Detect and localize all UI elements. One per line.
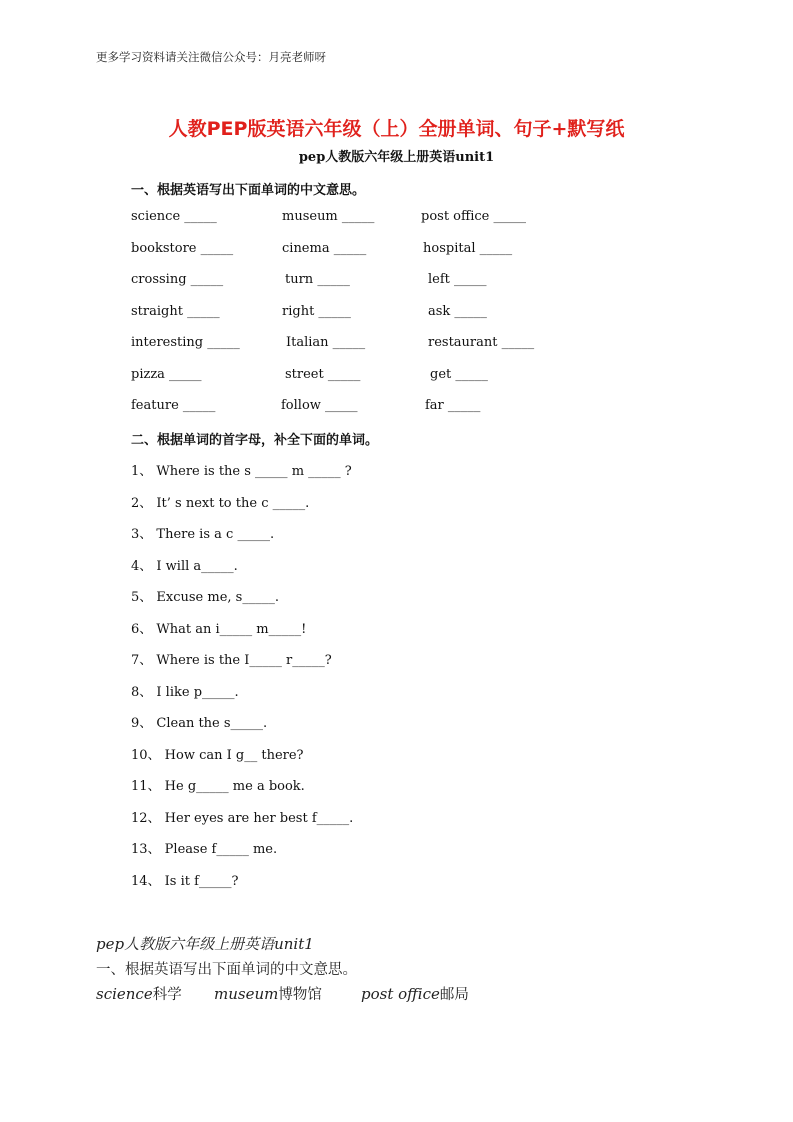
vocab-word: cinema _____ bbox=[282, 240, 367, 256]
vocab-word: straight _____ bbox=[131, 303, 220, 319]
fill-in-sentence: 1、 Where is the s _____ m _____ ? bbox=[131, 464, 352, 479]
vocab-word: museum _____ bbox=[282, 209, 375, 224]
answer-chinese: 科学 bbox=[152, 987, 182, 1003]
vocab-word: feature _____ bbox=[131, 398, 216, 413]
header-note: 更多学习资料请关注微信公众号：月亮老师呀 bbox=[96, 50, 326, 64]
fill-in-sentence: 14、 Is it f_____? bbox=[131, 873, 239, 889]
vocab-word: restaurant _____ bbox=[428, 335, 535, 350]
vocab-word: turn _____ bbox=[285, 272, 350, 287]
fill-in-sentence: 13、 Please f_____ me. bbox=[131, 842, 278, 857]
unit-title: pep人教版六年级上册英语unit1 bbox=[298, 150, 495, 165]
vocab-word: far _____ bbox=[425, 398, 481, 413]
answer-chinese: 邮局 bbox=[439, 987, 469, 1003]
answer-english: science bbox=[96, 985, 153, 1003]
vocab-word: bookstore _____ bbox=[131, 240, 234, 256]
page-title: 人教PEP版英语六年级（上）全册单词、句子+默写纸 bbox=[168, 118, 625, 140]
vocab-word: ask _____ bbox=[428, 303, 487, 319]
vocab-word: get _____ bbox=[430, 366, 488, 382]
fill-in-sentence: 10、 How can I g__ there? bbox=[131, 747, 304, 763]
vocab-word: follow _____ bbox=[281, 398, 358, 413]
vocab-word: right _____ bbox=[282, 303, 351, 319]
footer-section-title: 一、根据英语写出下面单词的中文意思。 bbox=[96, 962, 357, 978]
vocab-word: street _____ bbox=[285, 366, 361, 382]
answer-chinese: 博物馆 bbox=[278, 987, 322, 1003]
section2-title: 二、根据单词的首字母，补全下面的单词。 bbox=[131, 433, 379, 448]
fill-in-sentence: 12、 Her eyes are her best f_____. bbox=[131, 810, 354, 826]
vocab-word: science _____ bbox=[131, 209, 217, 224]
section1-title: 一、根据英语写出下面单词的中文意思。 bbox=[131, 183, 366, 198]
vocab-word: hospital _____ bbox=[423, 240, 513, 256]
footer-unit-title: pep人教版六年级上册英语unit1 bbox=[96, 935, 314, 953]
vocab-word: pizza _____ bbox=[131, 366, 202, 382]
vocab-word: post office _____ bbox=[421, 209, 527, 224]
fill-in-sentence: 11、 He g_____ me a book. bbox=[131, 779, 305, 794]
answer-english: post office bbox=[361, 985, 440, 1003]
footer-answer bbox=[361, 983, 469, 1004]
footer-answer bbox=[96, 983, 182, 1004]
fill-in-sentence: 8、 I like p_____. bbox=[131, 684, 239, 700]
vocab-word: left _____ bbox=[428, 272, 487, 287]
fill-in-sentence: 3、 There is a c _____. bbox=[131, 527, 275, 542]
fill-in-sentence: 9、 Clean the s_____. bbox=[131, 716, 268, 731]
vocab-word: crossing _____ bbox=[131, 272, 224, 287]
fill-in-sentence: 7、 Where is the I_____ r_____? bbox=[131, 653, 332, 668]
fill-in-sentence: 5、 Excuse me, s_____. bbox=[131, 590, 279, 605]
vocab-word: interesting _____ bbox=[131, 335, 240, 350]
answer-english: museum bbox=[214, 985, 279, 1003]
vocab-word: Italian _____ bbox=[286, 335, 366, 350]
fill-in-sentence: 6、 What an i_____ m_____! bbox=[131, 621, 307, 637]
fill-in-sentence: 4、 I will a_____. bbox=[131, 558, 238, 574]
fill-in-sentence: 2、 It’ s next to the c _____. bbox=[131, 495, 310, 511]
footer-answer bbox=[214, 983, 322, 1004]
